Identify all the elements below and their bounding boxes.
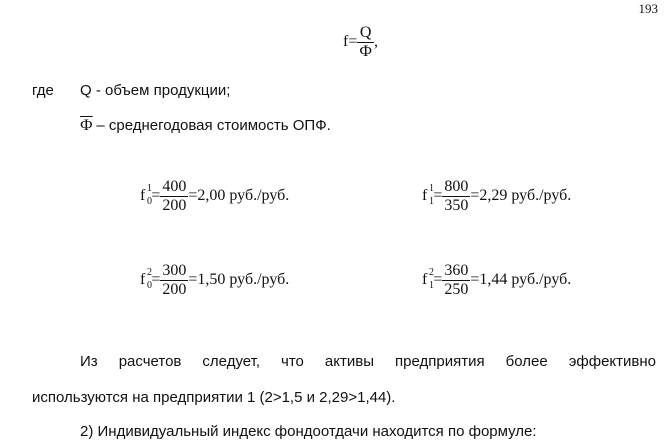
calc-denominator: 200 [162,197,187,214]
item2-paragraph: 2) Индивидуальный индекс фондоотдачи находится по формуле: [80,423,537,440]
calc-f1-1: f 1 1 = $\frac{800}{350}$ =2,29 руб./руб. [422,178,572,214]
calc-numerator: 800 [444,178,469,195]
formula-lhs: f= [343,33,358,51]
calc-result: =1,44 руб./руб. [470,271,572,289]
conclusion-line1: Из расчетов следует, что активы предприятия более эффективно [80,353,656,370]
calc-fraction [442,178,470,215]
calc-fraction [442,262,470,299]
main-formula [343,24,378,61]
calc-sub: 0 [147,280,152,292]
conclusion-line2: используются на предприятии 1 (2>1,5 и 2,29>1,44). [32,389,396,406]
calc-sup: 2 [147,267,152,279]
calc-numerator: 360 [444,262,469,279]
page-number: 193 [638,1,658,16]
calc-denominator: 350 [444,197,469,214]
calc-sub: 1 [429,196,434,208]
calc-denominator: 200 [162,281,187,298]
calc-numerator: 400 [162,178,187,195]
calc-symbol: f 2 0 [140,267,152,292]
calc-f2-0: f 2 0 = $\frac{300}{200}$ =1,50 руб./руб. [140,262,290,298]
legend-q-line: Q - объем продукции; [80,82,231,99]
formula-numerator: Q [359,24,372,41]
legend-where: где [32,82,54,99]
phi-description: – среднегодовая стоимость ОПФ. [96,117,331,134]
calc-f2-1: f 2 1 = $\frac{360}{250}$ =1,44 руб./руб. [422,262,572,298]
calc-result: =2,00 руб./руб. [188,187,290,205]
formula-suffix: , [374,33,378,51]
calc-fraction [160,262,188,299]
calc-numerator: 300 [162,262,187,279]
calc-f1-0: f 1 0 = $\frac{400}{200}$ =2,00 руб./руб. [140,178,290,214]
calc-denominator: 250 [444,281,469,298]
calc-symbol: f 1 0 [140,183,152,208]
calc-sup: 2 [429,267,434,279]
calc-sup: 1 [147,183,152,195]
formula-denominator: Ф [359,43,372,60]
calc-symbol: f 1 1 [422,183,434,208]
legend-phi-line [80,117,331,135]
calc-sup: 1 [429,183,434,195]
calc-sub: 1 [429,280,434,292]
calc-sub: 0 [147,196,152,208]
phi-symbol: Ф [80,117,93,134]
calc-result: =2,29 руб./руб. [470,187,572,205]
formula-fraction [357,24,374,61]
calc-fraction [160,178,188,215]
calc-result: =1,50 руб./руб. [188,271,290,289]
calc-symbol: f 2 1 [422,267,434,292]
